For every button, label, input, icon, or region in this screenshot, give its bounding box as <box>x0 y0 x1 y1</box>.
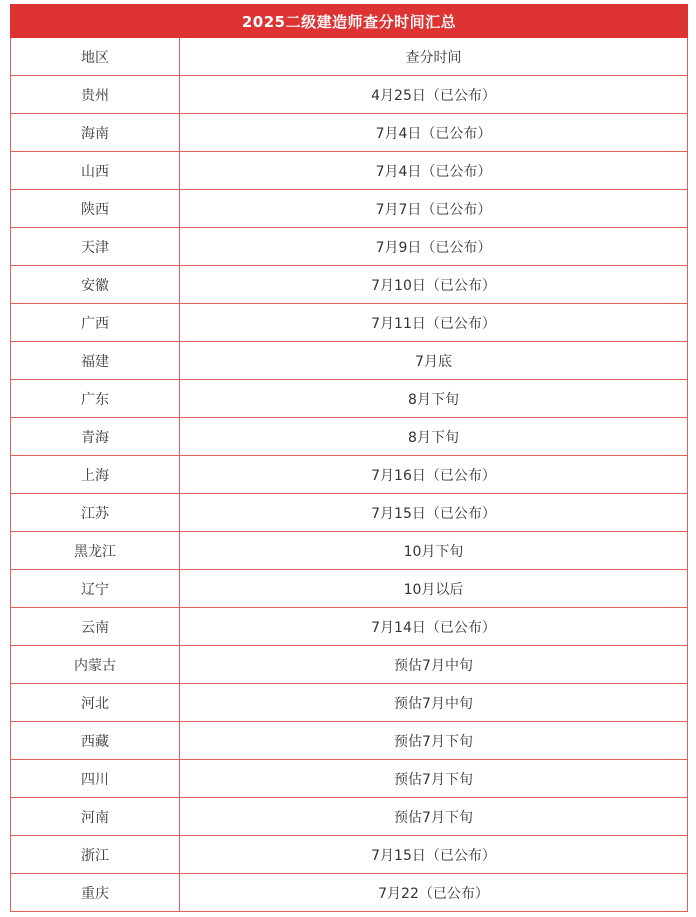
time-cell: 7月16日（已公布） <box>180 456 688 494</box>
region-cell: 江苏 <box>11 494 180 532</box>
table-title: 2025二级建造师查分时间汇总 <box>11 5 688 38</box>
time-cell: 7月22（已公布） <box>180 874 688 912</box>
time-cell: 7月11日（已公布） <box>180 304 688 342</box>
time-cell: 预估7月下旬 <box>180 722 688 760</box>
time-cell: 7月4日（已公布） <box>180 114 688 152</box>
time-cell: 4月25日（已公布） <box>180 76 688 114</box>
table-row <box>11 190 688 228</box>
region-cell: 贵州 <box>11 76 180 114</box>
region-cell: 海南 <box>11 114 180 152</box>
time-cell: 预估7月下旬 <box>180 760 688 798</box>
header-row <box>11 38 688 76</box>
time-cell: 预估7月中旬 <box>180 646 688 684</box>
time-cell: 7月15日（已公布） <box>180 836 688 874</box>
table-row <box>11 570 688 608</box>
region-cell: 福建 <box>11 342 180 380</box>
time-cell: 7月9日（已公布） <box>180 228 688 266</box>
table-row <box>11 418 688 456</box>
region-cell: 河北 <box>11 684 180 722</box>
region-cell: 青海 <box>11 418 180 456</box>
region-cell: 广西 <box>11 304 180 342</box>
header-time: 查分时间 <box>180 38 688 76</box>
region-cell: 四川 <box>11 760 180 798</box>
table-row <box>11 342 688 380</box>
region-cell: 山西 <box>11 152 180 190</box>
table-row <box>11 798 688 836</box>
time-cell: 7月7日（已公布） <box>180 190 688 228</box>
table-row <box>11 684 688 722</box>
time-cell: 7月15日（已公布） <box>180 494 688 532</box>
region-cell: 黑龙江 <box>11 532 180 570</box>
table-row <box>11 380 688 418</box>
region-cell: 浙江 <box>11 836 180 874</box>
table-row <box>11 836 688 874</box>
time-cell: 7月10日（已公布） <box>180 266 688 304</box>
table-row <box>11 228 688 266</box>
time-cell: 7月4日（已公布） <box>180 152 688 190</box>
time-cell: 预估7月中旬 <box>180 684 688 722</box>
table-row <box>11 76 688 114</box>
region-cell: 辽宁 <box>11 570 180 608</box>
region-cell: 云南 <box>11 608 180 646</box>
region-cell: 重庆 <box>11 874 180 912</box>
time-cell: 8月下旬 <box>180 380 688 418</box>
region-cell: 上海 <box>11 456 180 494</box>
header-region: 地区 <box>11 38 180 76</box>
table-row <box>11 760 688 798</box>
table-row <box>11 494 688 532</box>
table-row <box>11 608 688 646</box>
score-time-table-container <box>10 4 687 912</box>
region-cell: 安徽 <box>11 266 180 304</box>
region-cell: 河南 <box>11 798 180 836</box>
region-cell: 陕西 <box>11 190 180 228</box>
table-row <box>11 152 688 190</box>
title-row <box>11 5 688 38</box>
time-cell: 7月14日（已公布） <box>180 608 688 646</box>
table-row <box>11 646 688 684</box>
score-time-table <box>10 4 688 912</box>
region-cell: 广东 <box>11 380 180 418</box>
time-cell: 8月下旬 <box>180 418 688 456</box>
region-cell: 内蒙古 <box>11 646 180 684</box>
table-body <box>11 38 688 912</box>
table-row <box>11 114 688 152</box>
region-cell: 天津 <box>11 228 180 266</box>
table-row <box>11 304 688 342</box>
time-cell: 7月底 <box>180 342 688 380</box>
table-row <box>11 874 688 912</box>
time-cell: 预估7月下旬 <box>180 798 688 836</box>
time-cell: 10月以后 <box>180 570 688 608</box>
table-row <box>11 532 688 570</box>
time-cell: 10月下旬 <box>180 532 688 570</box>
table-row <box>11 456 688 494</box>
region-cell: 西藏 <box>11 722 180 760</box>
table-row <box>11 722 688 760</box>
table-row <box>11 266 688 304</box>
